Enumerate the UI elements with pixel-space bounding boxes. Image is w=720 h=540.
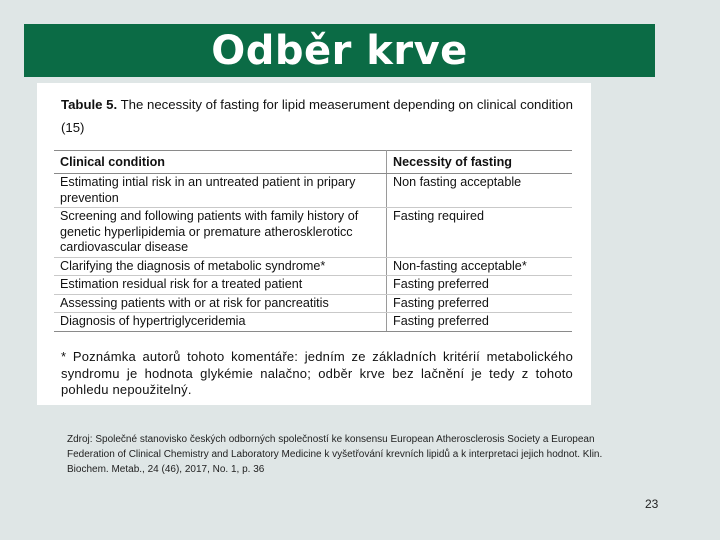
page-number: 23 [645, 497, 659, 511]
caption-label: Tabule 5. [61, 97, 118, 112]
condition-cell: Clarifying the diagnosis of metabolic syndrome* [54, 257, 387, 276]
fasting-cell: Non-fasting acceptable* [387, 257, 573, 276]
fasting-cell: Fasting preferred [387, 294, 573, 313]
table-row [54, 313, 572, 332]
header-necessity-of-fasting: Necessity of fasting [387, 151, 573, 174]
fasting-cell: Fasting preferred [387, 313, 573, 332]
fasting-cell: Non fasting acceptable [387, 174, 573, 208]
table-row [54, 276, 572, 295]
lipid-fasting-table [54, 150, 572, 332]
table-footnote: * Poznámka autorů tohoto komentáře: jedním ze základních kritérií metabolického syndromu je hodnota glykémie nalačno; odběr krve bez lačnění je tedy z tohoto pohledu nepoužitelný. [61, 349, 573, 397]
table-row [54, 174, 572, 208]
table-header-row [54, 151, 572, 174]
title-bar [24, 24, 655, 77]
header-clinical-condition: Clinical condition [54, 151, 387, 174]
slide-title: Odběr krve [211, 27, 468, 74]
fasting-cell: Fasting required [387, 208, 573, 258]
condition-cell: Screening and following patients with family history of genetic hyperlipidemia or premature atheroskleroticc cardiovascular disease [54, 208, 387, 258]
condition-cell: Diagnosis of hypertriglyceridemia [54, 313, 387, 332]
table-row [54, 294, 572, 313]
table-caption [61, 93, 581, 139]
table-row [54, 208, 572, 258]
condition-cell: Assessing patients with or at risk for pancreatitis [54, 294, 387, 313]
condition-cell: Estimation residual risk for a treated patient [54, 276, 387, 295]
source-citation: Zdroj: Společné stanovisko českých odborných společností ke konsensu European Atherosclerosis Society a European Federation of Clinical Chemistry and Laboratory Medicine k vyšetřování krevních lipidů a k interpretaci jejich hodnot. Klin. Biochem. Metab., 24 (46), 2017, No. 1, p. 36 [67, 434, 603, 475]
caption-text: The necessity of fasting for lipid measerument depending on clinical condition (15) [61, 97, 573, 135]
fasting-cell: Fasting preferred [387, 276, 573, 295]
table-image [37, 83, 591, 405]
condition-cell: Estimating intial risk in an untreated patient in pripary prevention [54, 174, 387, 208]
table-row [54, 257, 572, 276]
